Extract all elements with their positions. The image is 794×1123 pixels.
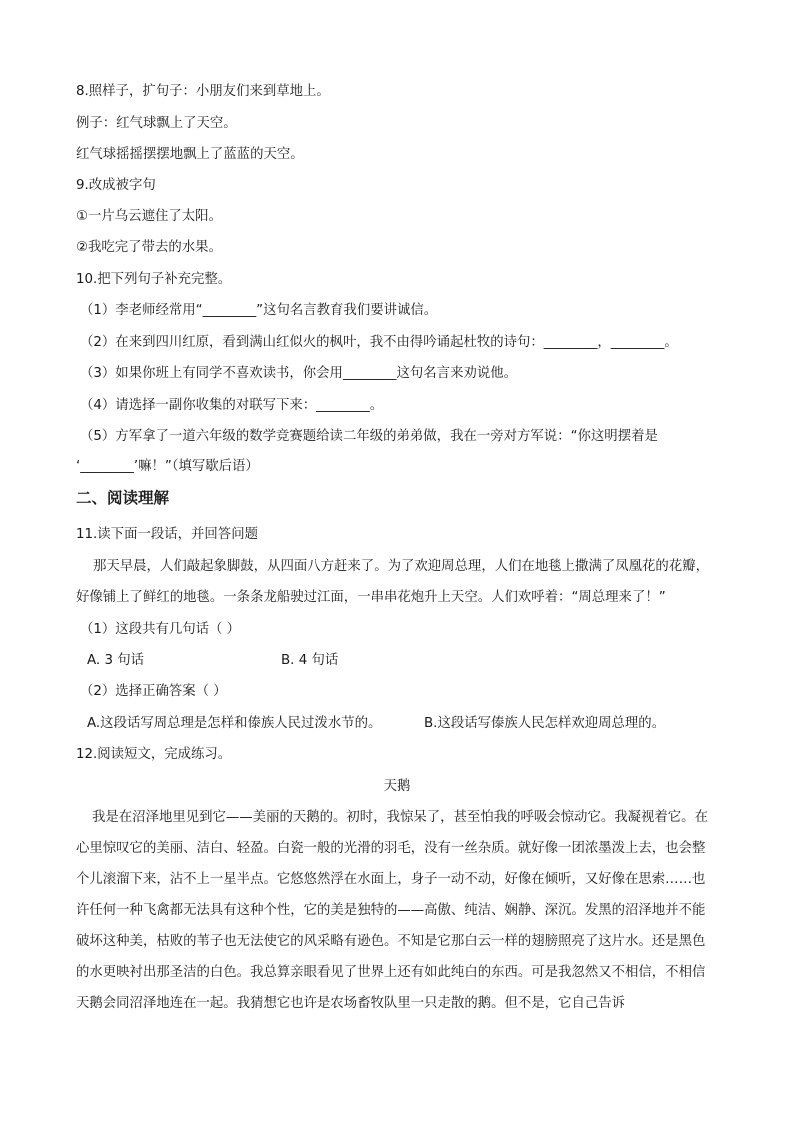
q8-example: 例子：红气球飘上了天空。	[76, 116, 237, 131]
q9-title: 9.改成被字句	[76, 178, 156, 193]
q10-item-3: （3）如果你班上有同学不喜欢读书，你会用________这句名言来劝说他。	[80, 366, 518, 381]
q10-item-1: （1）李老师经常用“________”这句名言教育我们要讲诚信。	[80, 303, 438, 318]
q11-sub1-option-a: A. 3 句话	[87, 653, 144, 668]
q10-item-2: （2）在来到四川红原，看到满山红似火的枫叶，我不由得吟诵起杜牧的诗句：________，________。	[80, 335, 678, 350]
section-heading-reading: 二、阅读理解	[76, 489, 170, 507]
article-body	[76, 802, 718, 1019]
q10-title: 10.把下列句子补充完整。	[76, 272, 232, 287]
q11-sub2-option-b: B.这段话写傣族人民怎样欢迎周总理的。	[424, 716, 666, 731]
q11-sub1-option-b: B. 4 句话	[281, 653, 339, 668]
q11-passage-line-1: 那天早晨，人们敲起象脚鼓，从四面八方赶来了。为了欢迎周总理，人们在地毯上撒满了凤凰花的花瓣，	[93, 559, 709, 574]
q11-title: 11.读下面一段话，并回答问题	[76, 527, 258, 542]
q10-item-5a: （5）方军拿了一道六年级的数学竞赛题给读二年级的弟弟做，我在一旁对方军说：“你这明摆着是	[80, 429, 658, 444]
q9-item-2: ②我吃完了带去的水果。	[76, 240, 222, 255]
q8-example-answer: 红气球摇摇摆摆地飘上了蓝蓝的天空。	[76, 147, 304, 162]
article-paragraph: 我是在沼泽地里见到它——美丽的天鹅的。初时，我惊呆了，甚至怕我的呼吸会惊动它。我凝视着它。在心里惊叹它的美丽、洁白、轻盈。白瓷一般的光滑的羽毛，没有一丝杂质。就好像一团浓墨泼上去，也会整个儿滚溜下来，沾不上一星半点。它悠悠然浮在水面上，身子一动不动，好像在倾听，又好像在思索……也许任何一种飞禽都无法具有这种个性，它的美是独特的——高傲、纯洁、娴静、深沉。发黑的沼泽地并不能破坏这种美，枯败的苇子也无法使它的风采略有逊色。不知是它那白云一样的翅膀照亮了这片水。还是黑色的水更映衬出那圣洁的白色。我总算亲眼看见了世界上还有如此纯白的东西。可是我忽然又不相信，不相信天鹅会同沼泽地连在一起。我猜想它也许是农场畜牧队里一只走散的鹅。但不是，它自己告诉	[76, 810, 708, 1011]
q11-sub2: （2）选择正确答案（ ）	[80, 684, 227, 699]
q9-item-1: ①一片乌云遮住了太阳。	[76, 209, 222, 224]
q12-title: 12.阅读短文，完成练习。	[76, 747, 232, 762]
q11-passage-line-2: 好像铺上了鲜红的地毯。一条条龙船驶过江面，一串串花炮升上天空。人们欢呼着：“周总理来了！”	[76, 590, 666, 605]
q8-title: 8.照样子，扩句子：小朋友们来到草地上。	[76, 84, 330, 99]
q10-item-4: （4）请选择一副你收集的对联写下来：________。	[80, 398, 384, 413]
article-title: 天鹅	[383, 779, 411, 794]
q11-sub2-option-a: A.这段话写周总理是怎样和傣族人民过泼水节的。	[87, 716, 382, 731]
q11-sub1: （1）这段共有几句话（ ）	[80, 622, 241, 637]
q10-item-5b: ‘________’嘛！”（填写歇后语）	[76, 459, 259, 474]
